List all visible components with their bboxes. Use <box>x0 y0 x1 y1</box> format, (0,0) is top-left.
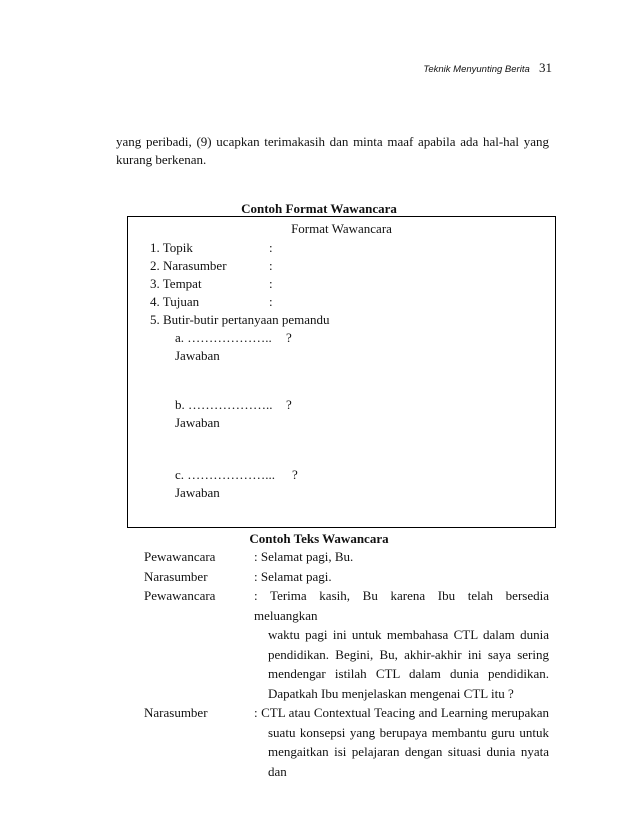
question-c: c. ………………... <box>175 467 276 482</box>
dialog-row <box>116 586 549 625</box>
colon: : <box>269 276 273 291</box>
colon: : <box>269 240 273 255</box>
answer-c: Jawaban <box>175 485 220 500</box>
utterance: : CTL atau Contextual Teacing and Learning merupakan <box>254 705 549 720</box>
utterance-line: mendengar istilah CTL dalam dunia pendidikan. <box>268 666 549 681</box>
colon: : <box>269 258 273 273</box>
dialog-row <box>116 567 549 587</box>
page-number: 31 <box>539 60 552 75</box>
colon: : <box>269 294 273 309</box>
format-heading: Contoh Format Wawancara <box>241 201 397 216</box>
question-mark: ? <box>286 397 292 412</box>
running-header <box>423 60 552 76</box>
answer-a: Jawaban <box>175 348 220 363</box>
speaker: Narasumber <box>144 705 208 720</box>
intro-paragraph: yang peribadi, (9) ucapkan terimakasih dan minta maaf apabila ada hal-hal yang kurang berkenan. <box>116 134 549 167</box>
header-title: Teknik Menyunting Berita <box>423 64 530 75</box>
question-mark: ? <box>286 330 292 345</box>
speaker: Pewawancara <box>144 549 216 564</box>
item-tujuan: 4. Tujuan <box>150 294 200 309</box>
utterance-line: suatu konsepsi yang berupaya membantu guru untuk <box>268 724 549 740</box>
item-butir: 5. Butir-butir pertanyaan pemandu <box>150 312 330 327</box>
item-narasumber: 2. Narasumber <box>150 258 227 273</box>
item-topik: 1. Topik <box>150 240 193 255</box>
answer-b: Jawaban <box>175 415 220 430</box>
dialog-row <box>116 703 549 723</box>
utterance: : Selamat pagi. <box>254 568 332 584</box>
utterance-line: Dapatkah Ibu menjelaskan mengenai CTL itu ? <box>268 685 514 701</box>
format-box <box>127 216 556 528</box>
utterance-line: pendidikan. Begini, Bu, akhir-akhir ini saya sering <box>268 646 549 662</box>
teks-heading: Contoh Teks Wawancara <box>249 531 389 546</box>
utterance: : Terima kasih, Bu karena Ibu telah bersedia meluangkan <box>254 588 549 623</box>
question-mark: ? <box>292 467 298 482</box>
item-tempat: 3. Tempat <box>150 276 202 291</box>
utterance-line: mengaitkan isi pelajaran dengan situasi dunia nyata dan <box>268 744 549 779</box>
question-a: a. ……………….. <box>175 330 272 345</box>
question-b: b. ……………….. <box>175 397 273 412</box>
utterance: : Selamat pagi, Bu. <box>254 549 354 564</box>
interview-text <box>116 547 549 781</box>
box-title: Format Wawancara <box>291 221 392 236</box>
speaker: Narasumber <box>144 568 208 584</box>
speaker: Pewawancara <box>144 588 216 603</box>
dialog-row <box>116 547 549 567</box>
utterance-line: waktu pagi ini untuk membahasa CTL dalam dunia <box>268 627 549 642</box>
